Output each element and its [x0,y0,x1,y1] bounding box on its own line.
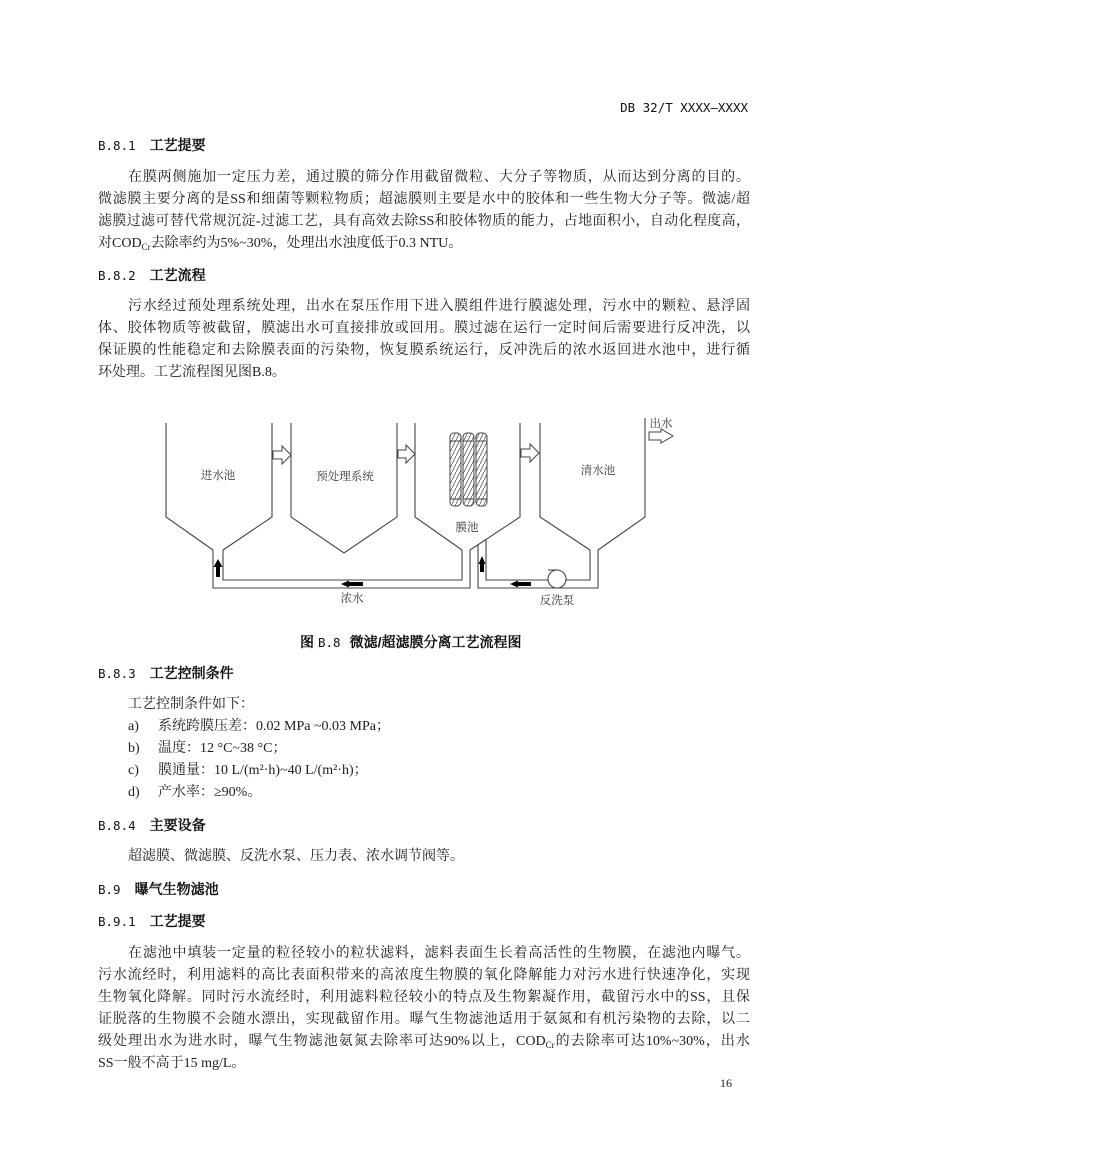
page-number: 16 [720,1076,732,1090]
paragraph-line: 环处理。工艺流程图见图B.8。 [98,365,286,380]
document-code-header: DB 32/T XXXX—XXXX [620,100,748,115]
section-number: B.8.3 [98,666,136,681]
text-run: 级处理出水为进水时，曝气生物滤池氨氮去除率可达90%以上，COD [98,1034,546,1049]
list-item [128,760,368,782]
section-heading-b8-3 [98,662,234,684]
list-item [128,782,261,804]
paragraph-line: 污水经过预处理系统处理，出水在泵压作用下进入膜组件进行膜滤处理，污水中的颗粒、悬浮固 [128,299,750,314]
section-number: B.8.1 [98,138,136,153]
paragraph-line: SS一般不高于15 mg/L。 [98,1056,246,1071]
section-title: 工艺控制条件 [149,665,234,681]
list-marker: c) [128,763,139,778]
paragraph-line: 体、胶体物质等被截留，膜滤出水可直接排放或回用。膜过滤在运行一定时间后需要进行反冲洗，以 [98,321,750,336]
paragraph-line: 滤膜过滤可替代常规沉淀-过滤工艺，具有高效去除SS和胶体物质的能力，占地面积小，自动化程度高， [98,214,750,229]
list-marker: d) [128,785,140,800]
transfer-arrow-icon [398,445,415,463]
section-title: 主要设备 [149,817,206,833]
subscript: Cr [545,1040,555,1050]
list-marker: a) [128,719,139,734]
inlet-tank [166,423,272,550]
paragraph-line: 污水流经时，利用滤料的高比表面积带来的高浓度生物膜的氧化降解能力对污水进行快速净化，实现 [98,968,750,983]
flow-arrow-left-icon [341,581,363,588]
section-number: B.9 [98,882,121,897]
section-heading-b9 [98,878,219,900]
concentrate-return-pipe [213,550,470,588]
list-item [128,738,286,760]
membrane-modules [450,433,487,506]
transfer-arrow-icon [273,446,291,464]
flow-arrow-left-icon [510,581,531,588]
backwash-pipe [478,539,598,588]
list-intro: 工艺控制条件如下： [128,697,254,712]
flow-arrow-up-icon [479,556,486,572]
outflow-label: 出水 [649,418,673,430]
paragraph-b9-1 [98,943,750,1075]
section-number: B.8.4 [98,818,136,833]
paragraph-line [98,1031,750,1053]
section-heading-b9-1 [98,910,206,932]
section-title: 曝气生物滤池 [134,881,219,897]
paragraph-line: 微滤膜主要分离的是SS和细菌等颗粒物质；超滤膜则主要是水中的胶体和一些生物大分子等。微滤/超 [98,192,750,207]
text-run: 的去除率可达10%~30%，出水 [554,1034,750,1049]
paragraph-line [98,233,750,255]
list-item-text: 温度：12 °C~38 °C； [158,741,287,756]
paragraph-b8-1 [98,167,750,255]
membrane-module [476,433,487,506]
backwash-pump-label: 反洗泵 [539,595,575,607]
membrane-tank-label: 膜池 [455,522,479,534]
paragraph-line: 在滤池中填装一定量的粒径较小的粒状滤料，滤料表面生长着高活性的生物膜，在滤池内曝气。 [128,946,750,961]
backwash-pump-icon [548,570,566,588]
section-title: 工艺提要 [149,137,206,153]
clear-water-tank [540,418,645,550]
caption-prefix: 图 [300,634,314,650]
process-flow-diagram [150,405,690,620]
membrane-module [450,433,461,506]
figure-caption [300,631,521,653]
equipment-text: 超滤膜、微滤膜、反洗水泵、压力表、浓水调节阀等。 [128,849,464,864]
section-heading-b8-1 [98,134,206,156]
list-marker: b) [128,741,140,756]
subscript: Cr [141,242,151,252]
paragraph-line: 生物氧化降解。同时污水流经时，利用滤料粒径较小的特点及生物絮凝作用，截留污水中的SS，且保 [98,990,750,1005]
pretreatment-tank [291,423,397,553]
section-title: 工艺提要 [149,913,206,929]
section-title: 工艺流程 [149,267,206,283]
section-heading-b8-4 [98,814,206,836]
text-run: 对COD [98,236,142,251]
text-run: 去除率约为5%~30%，处理出水浊度低于0.3 NTU。 [150,236,463,251]
outflow-arrow-icon [649,429,673,443]
flow-arrow-up-icon [214,559,223,577]
membrane-module [463,433,474,506]
inlet-tank-label: 进水池 [200,470,236,482]
section-number: B.8.2 [98,268,136,283]
list-item [128,716,390,738]
pretreatment-label: 预处理系统 [316,471,374,483]
concentrate-label: 浓水 [340,593,364,605]
paragraph-line: 证脱落的生物膜不会随水漂出，实现截留作用。曝气生物滤池适用于氨氮和有机污染物的去除，以二 [98,1012,750,1027]
list-item-text: 系统跨膜压差：0.02 MPa ~0.03 MPa； [158,719,390,734]
section-heading-b8-2 [98,264,206,286]
section-number: B.9.1 [98,914,136,929]
clear-water-tank-label: 清水池 [580,465,616,477]
caption-number: B.8 [318,635,341,650]
list-item-text: 产水率：≥90%。 [158,785,262,800]
paragraph-line: 在膜两侧施加一定压力差，通过膜的筛分作用截留微粒、大分子等物质，从而达到分离的目的。 [128,170,750,185]
transfer-arrow-icon [521,444,539,462]
caption-title: 微滤/超滤膜分离工艺流程图 [349,634,522,650]
paragraph-b8-2 [98,296,750,384]
list-item-text: 膜通量：10 L/(m²·h)~40 L/(m²·h)； [158,763,368,778]
paragraph-line: 保证膜的性能稳定和去除膜表面的污染物，恢复膜系统运行，反冲洗后的浓水返回进水池中，进行循 [98,343,750,358]
